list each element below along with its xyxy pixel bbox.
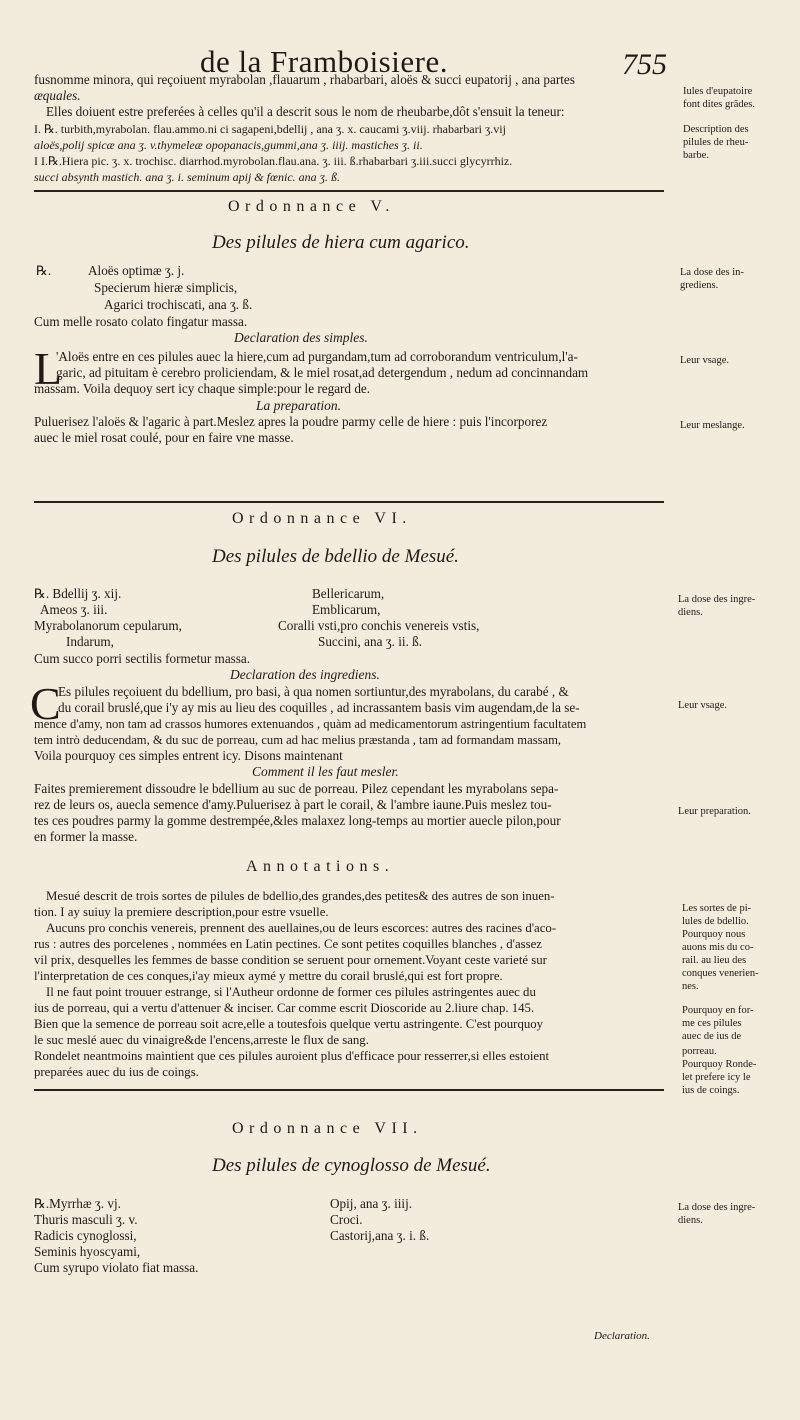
recipe-line: Coralli vsti,pro conchis venereis vstis, — [278, 618, 480, 633]
margin-note: Pourquoy en for- — [682, 1005, 754, 1016]
margin-note: Leur vsage. — [678, 700, 727, 711]
declaration-title: Declaration des simples. — [234, 330, 368, 345]
margin-note: La dose des ingre- — [678, 594, 756, 605]
text-line: tes ces poudres parmy la gomme destrempée,&les malaxez long-temps au mortier auecle pilon,pour — [34, 813, 561, 828]
text-line: preparées auec du ius de coings. — [34, 1065, 199, 1079]
recipe-line: Seminis hyoscyami, — [34, 1244, 141, 1259]
recipe-line: Agarici trochiscati, ana ʒ. ß. — [104, 297, 253, 312]
section-title: Des pilules de bdellio de Mesué. — [212, 546, 459, 567]
section-title: Des pilules de hiera cum agarico. — [212, 232, 470, 253]
text-line: I. ℞. turbith,myrabolan. flau.ammo.ni ci sagapeni,bdellij , ana ʒ. x. caucami ʒ.viij. rhabarbari ʒ.vij — [34, 122, 506, 136]
text-line: Rondelet neantmoins maintient que ces pilules auroient plus d'efficace pour resserrer,si elles estoient — [34, 1049, 550, 1063]
margin-note: nes. — [682, 981, 699, 992]
divider — [34, 501, 664, 503]
text-line: en former la masse. — [34, 829, 138, 844]
text-line: Mesué descrit de trois sortes de pilules de bdellio,des grandes,des petites& des autres de son inuen- — [46, 889, 555, 903]
text-line: Elles doiuent estre preferées à celles qu'il a descrit sous le nom de rheubarbe,dôt s'ensuit la teneur: — [46, 104, 565, 119]
recipe-line: Cum syrupo violato fiat massa. — [34, 1260, 199, 1275]
text-line: Puluerisez l'aloës & l'agaric à part.Meslez apres la poudre parmy celle de hiere : puis l'incorporez — [34, 414, 548, 429]
text-line: fusnomme minora, qui reçoiuent myrabolan ,flauarum , rhabarbari, aloës & succi eupatorij , ana partes — [34, 72, 575, 87]
method-title: Comment il les faut mesler. — [252, 764, 399, 779]
margin-note: diens. — [678, 1215, 703, 1226]
margin-note: La dose des in- — [680, 267, 744, 278]
text-line: I I.℞.Hiera pic. ʒ. x. trochisc. diarrhod.myrobolan.flau.ana. ʒ. iii. ß.rhabarbari ʒ.iii.succi glycyrrhiz. — [34, 154, 513, 168]
text-line: du corail bruslé,que i'y ay mis au lieu des coquilles , ad incrassantem basis vim augendam,de la se- — [58, 700, 580, 715]
recipe-line: Opij, ana ʒ. iiij. — [330, 1196, 413, 1211]
declaration-title: Declaration des ingrediens. — [230, 667, 380, 682]
page-number: 755 — [622, 48, 667, 81]
text-line: æquales. — [34, 88, 81, 103]
recipe-line: Ameos ʒ. iii. — [40, 602, 108, 617]
recipe-line: ℞.Myrrhæ ʒ. vj. — [34, 1196, 121, 1211]
recipe-line: Indarum, — [66, 634, 114, 649]
recipe-line: Specierum hieræ simplicis, — [94, 280, 238, 295]
text-line: Faites premierement dissoudre le bdellium au suc de porreau. Pilez cependant les myrabolans sepa- — [34, 781, 559, 796]
text-line: auec le miel rosat coulé, pour en faire vne masse. — [34, 430, 294, 445]
text-line: Es pilules reçoiuent du bdellium, pro basi, à qua nomen sortiuntur,des myrabolans, du carabé , & — [58, 684, 569, 699]
recipe-symbol: ℞. — [36, 263, 52, 278]
text-line: rus : autres des porcelenes , nommées en Latin pectines. Ce sont petites coquilles blanches , d'assez — [34, 937, 542, 951]
text-line: garic, ad pituitam è cerebro proliciendam, & le miel rosat,ad detergendum , nedum ad concinnandam — [56, 365, 589, 380]
margin-note: font dites grãdes. — [683, 99, 756, 110]
recipe-line: Thuris masculi ʒ. v. — [34, 1212, 138, 1227]
text-line: aloës,polij spicæ ana ʒ. v.thymeleæ opopanacis,gummi,ana ʒ. iiij. mastiches ʒ. ii. — [34, 138, 423, 152]
recipe-line: ℞. Bdellij ʒ. xij. — [34, 586, 122, 601]
section-heading: Ordonnance VI. — [232, 510, 412, 527]
recipe-line: Bellericarum, — [312, 586, 385, 601]
margin-note: Pourquoy Ronde- — [682, 1059, 757, 1070]
section-heading: Ordonnance V. — [228, 198, 395, 215]
margin-note: auec de ius de — [682, 1031, 742, 1042]
recipe-line: Succini, ana ʒ. ii. ß. — [318, 634, 423, 649]
drop-cap: C — [30, 678, 61, 729]
text-line: Voila pourquoy ces simples entrent icy. Disons maintenant — [34, 748, 343, 763]
annotations-heading: Annotations. — [246, 858, 395, 875]
margin-note: me ces pilules — [682, 1018, 742, 1029]
text-line: Il ne faut point trouuer estrange, si l'Autheur ordonne de former ces pilules astringentes auec du — [46, 985, 536, 999]
margin-note: rail. au lieu des — [682, 955, 747, 966]
margin-note: Leur meslange. — [680, 420, 745, 431]
text-line: massam. Voila dequoy sert icy chaque simple:pour le regard de. — [34, 381, 371, 396]
preparation-title: La preparation. — [256, 398, 342, 413]
margin-note: ius de coings. — [682, 1085, 740, 1096]
text-line: vil prix, desquelles les femmes de basse condition se seruent pour ornement.Voyant ceste varieté sur — [34, 953, 547, 967]
running-title: de la Framboisiere. — [200, 44, 448, 79]
margin-note: Leur vsage. — [680, 355, 729, 366]
margin-note: lules de bdellio. — [682, 916, 749, 927]
margin-note: diens. — [678, 607, 703, 618]
margin-note: Pourquoy nous — [682, 929, 746, 940]
recipe-line: Cum succo porri sectilis formetur massa. — [34, 651, 251, 666]
divider — [34, 1089, 664, 1091]
text-line: Bien que la semence de porreau soit acre,elle a toutesfois quelque vertu astringente. C'est pourquoy — [34, 1017, 544, 1031]
text-line: le suc meslé auec du vinaigre&de l'encens,arreste le flux de sang. — [34, 1033, 369, 1047]
recipe-line: Emblicarum, — [312, 602, 381, 617]
margin-note: Les sortes de pi- — [682, 903, 752, 914]
margin-note: barbe. — [683, 150, 709, 161]
text-line: l'interpretation de ces conques,i'ay mieux aymé y mettre du corail bruslé,qui est fort propre. — [34, 969, 503, 983]
margin-note: pilules de rheu- — [683, 137, 749, 148]
margin-note: La dose des ingre- — [678, 1202, 756, 1213]
text-line: tem intrò deducendam, & du suc de porreau, cum ad hac melius præstanda , tam ad formandam massam, — [34, 733, 562, 747]
margin-note: Description des — [683, 124, 749, 135]
text-line: tion. I ay suiuy la premiere description,pour estre vsuelle. — [34, 905, 329, 919]
recipe-line: Myrabolanorum cepularum, — [34, 618, 182, 633]
text-line: succi absynth mastich. ana ʒ. i. seminum apij & fœnic. ana ʒ. ß. — [34, 170, 340, 184]
catchword: Declaration. — [594, 1330, 650, 1342]
margin-note: Iules d'eupatoire — [683, 86, 753, 97]
margin-note: porreau. — [682, 1046, 717, 1057]
margin-note: grediens. — [680, 280, 719, 291]
margin-note: Leur preparation. — [678, 806, 751, 817]
section-heading: Ordonnance VII. — [232, 1120, 423, 1137]
recipe-line: Castorij,ana ʒ. i. ß. — [330, 1228, 430, 1243]
recipe-line: Croci. — [330, 1212, 363, 1227]
divider — [34, 190, 664, 192]
text-line: Aucuns pro conchis venereis, prennent des auellaines,ou de leurs escorces: autres des racines d'aco- — [46, 921, 557, 935]
drop-cap: L — [34, 343, 63, 394]
text-line: 'Aloës entre en ces pilules auec la hiere,cum ad purgandam,tum ad corroborandum ventriculum,l'a- — [56, 349, 578, 364]
section-title: Des pilules de cynoglosso de Mesué. — [212, 1155, 491, 1176]
recipe-line: Aloës optimæ ʒ. j. — [88, 263, 185, 278]
margin-note: let prefere icy le — [682, 1072, 751, 1083]
recipe-line: Radicis cynoglossi, — [34, 1228, 137, 1243]
recipe-line: Cum melle rosato colato fingatur massa. — [34, 314, 248, 329]
text-line: rez de leurs os, auecla semence d'amy.Puluerisez à part le corail, & l'ambre iaune.Puis meslez tou- — [34, 797, 552, 812]
margin-note: auons mis du co- — [682, 942, 754, 953]
margin-note: conques venerien- — [682, 968, 759, 979]
text-line: ius de porreau, qui a vertu d'attenuer & inciser. Car comme escrit Dioscoride au 2.liure chap. 145. — [34, 1001, 535, 1015]
text-line: mence d'amy, non tam ad crassos humores extenuandos , quàm ad medicamentorum astringentium facultatem — [34, 717, 587, 731]
